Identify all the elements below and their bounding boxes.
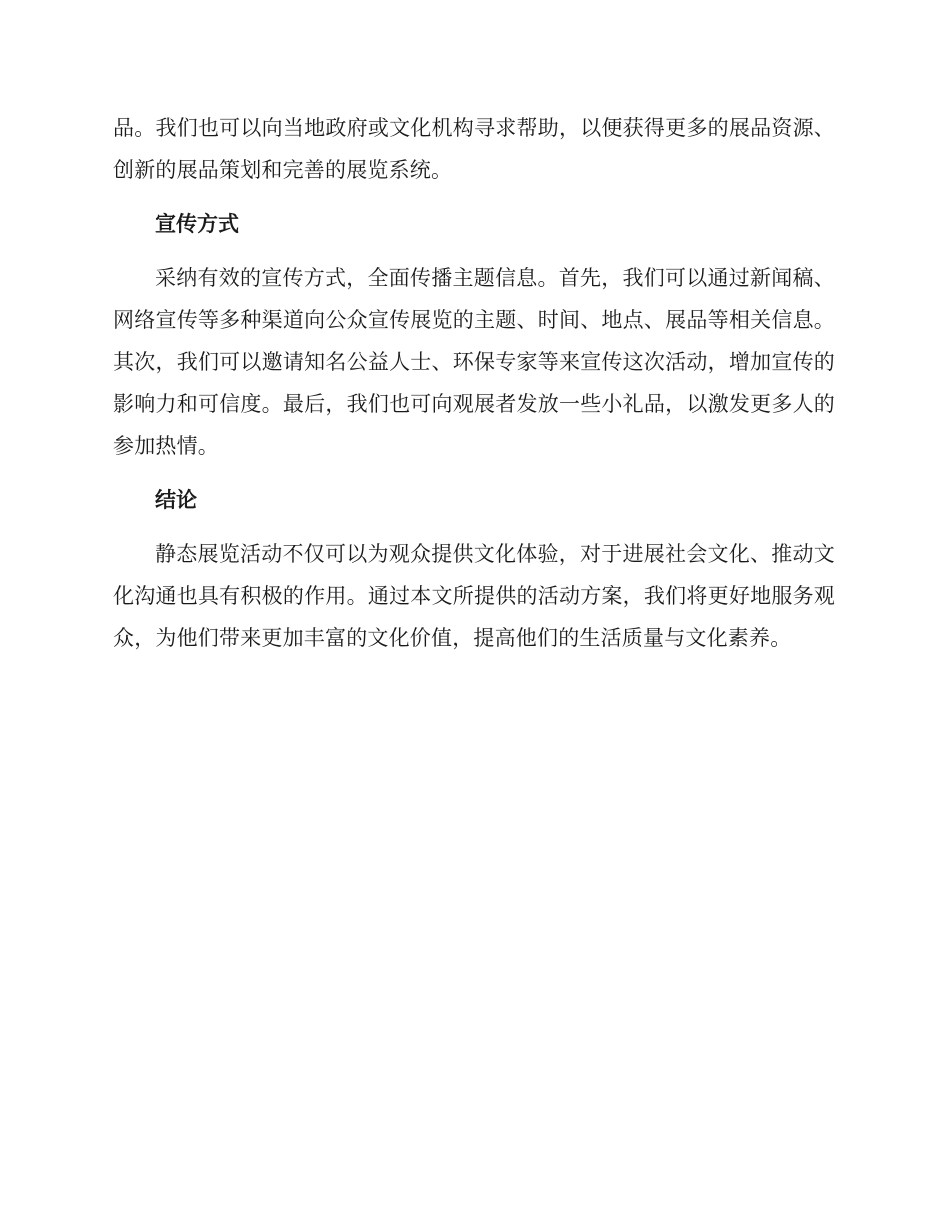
document-body [113, 107, 835, 671]
section-heading-conclusion: 结论 [155, 488, 197, 512]
intro-paragraph: 品。我们也可以向当地政府或文化机构寻求帮助，以便获得更多的展品资源、创新的展品策划和完善的展览系统。 [113, 116, 835, 182]
section-heading-publicity: 宣传方式 [155, 212, 239, 236]
section-paragraph-conclusion: 静态展览活动不仅可以为观众提供文化体验，对于进展社会文化、推动文化沟通也具有积极的作用。通过本文所提供的活动方案，我们将更好地服务观众，为他们带来更加丰富的文化价值，提高他们的生活质量与文化素养。 [113, 542, 835, 650]
section-paragraph-publicity: 采纳有效的宣传方式，全面传播主题信息。首先，我们可以通过新闻稿、网络宣传等多种渠道向公众宣传展览的主题、时间、地点、展品等相关信息。其次，我们可以邀请知名公益人士、环保专家等来宣传这次活动，增加宣传的影响力和可信度。最后，我们也可向观展者发放一些小礼品，以激发更多人的参加热情。 [113, 266, 835, 458]
